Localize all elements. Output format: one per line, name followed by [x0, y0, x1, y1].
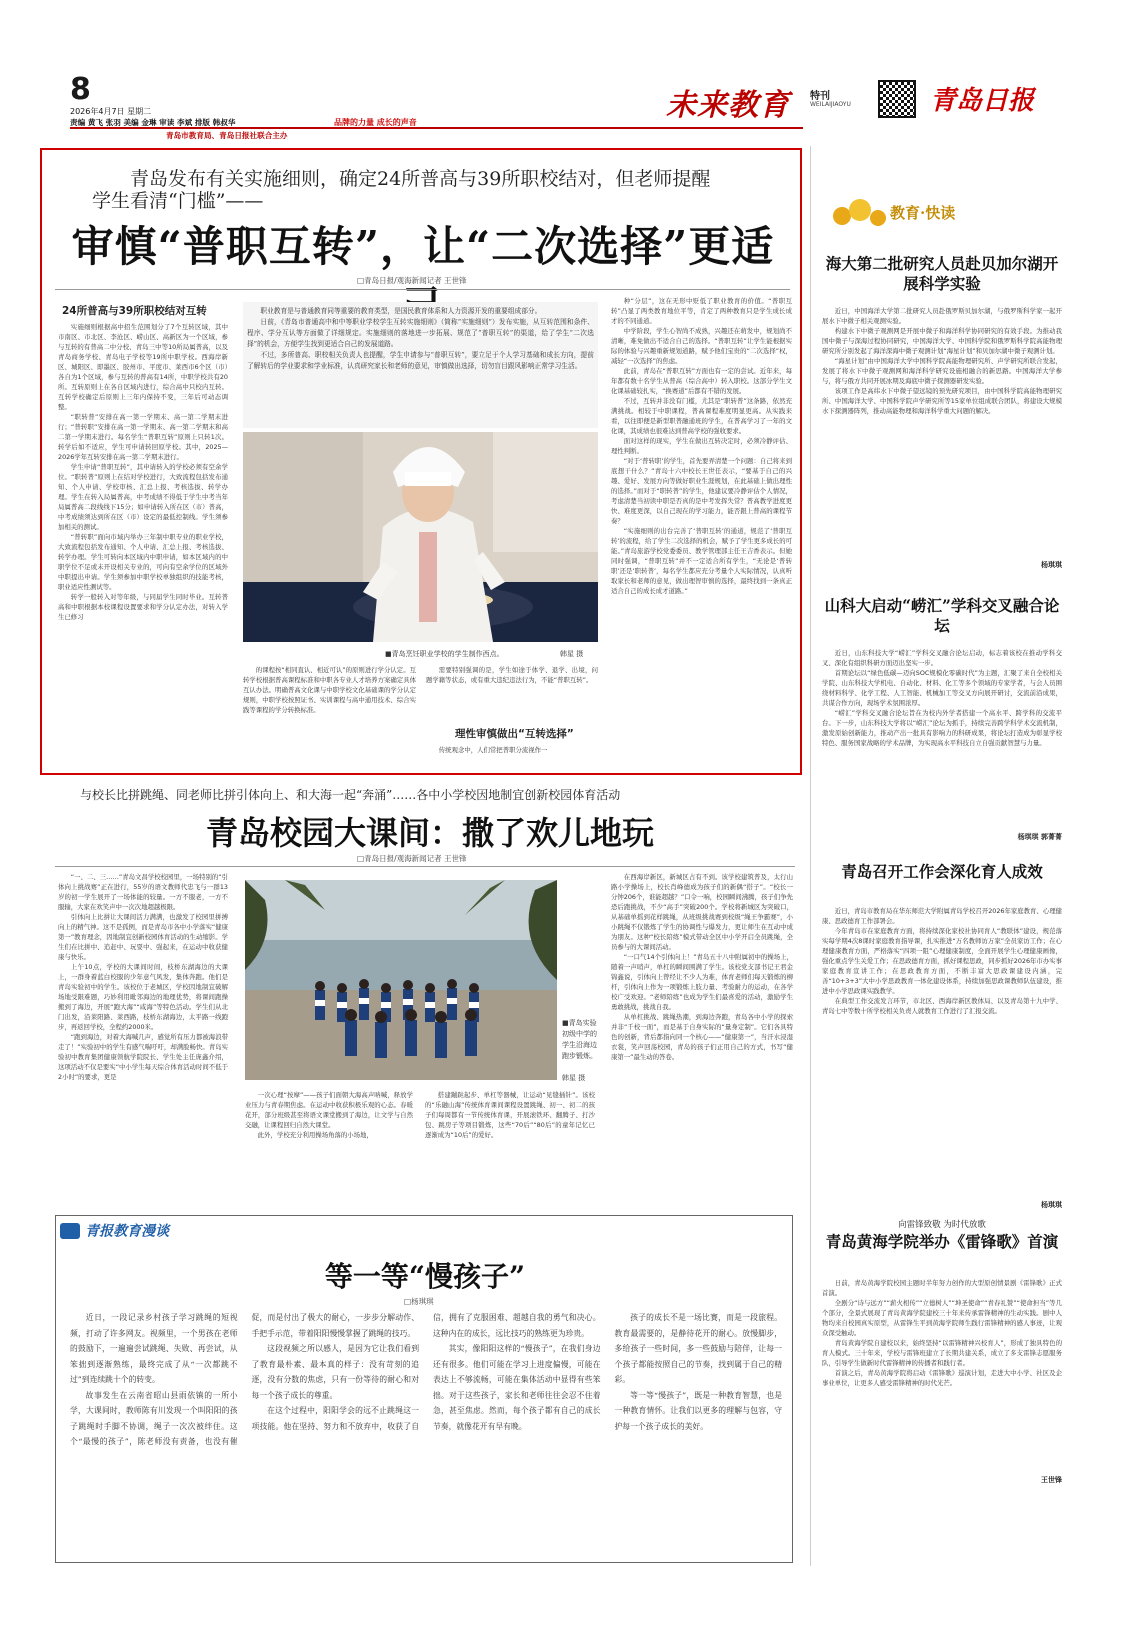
sidebar-item-4-body: 日前，青岛黄海学院校园主题时半年努力创作的大型原创情景剧《雷锋歌》正式首演。 全剧分“诗与远方”“薪火相传”“立德树人”“坤圣使命”“青春礼赞”“使命担当”等几个部分，全景式展现了青岛黄海学院建校三十年来传承雷锋精神的生动实践。剧中人物均来自校园真实原型，从雷锋生平到黄海学院师生践行雷锋精神的感人事迹，让观众深受触动。 青岛黄海学院自建校以来，始终坚持“以雷锋精神兴校育人”，形成了独具特色的育人模式。三十年来，学校与雷锋班建立了长期共建关系，成立了多支雷锋志愿服务队，引导学生做新时代雷锋精神的传播者和践行者。 首演之后，青岛黄海学院将启动《雷锋歌》巡演计划，走进大中小学、社区及企事业单位，让更多人感受雷锋精神的时代光芒。: [822, 1279, 1062, 1387]
story1-subhead-2: 理性审慎做出“互转选择”: [455, 728, 574, 740]
sidebar-item-4-author: 王世锋: [1041, 1476, 1062, 1484]
qr-code: [878, 80, 916, 118]
story1-intro-box: 职业教育是与普通教育同等重要的教育类型，是国民教育体系和人力资源开发的重要组成部分。 日前，《青岛市普通高中和中等职业学校学生互转实施细则》（简称“实施细则”）发布实施，从互转范围和条件、程序、学分互认等方面做了详细规定。实施细则的落地进一步拓展、规范了“普职互转”的渠道，给了学生“二次选择”的机会，方便学生找到更适合自己的发展道路。 不过，多所普高、职校相关负责人也提醒，学生申请参与“普职互转”，要立足于个人学习基础和成长方向，提前了解转后的学业要求和学业标准，认真研究家长和老师的意见，审慎做出选择，切勿盲目跟风影响正常学习生活。: [243, 302, 598, 428]
story2-headline: 青岛校园大课间：撒了欢儿地玩: [205, 814, 654, 852]
sidebar-item-1-body: 近日，中国海洋大学第二批研究人员赴俄罗斯贝加尔湖，与俄罗斯科学家一起开展水下中微子相关观测实验。 构建水下中微子观测网是开展中微子和海洋科学协同研究的有效手段。为推动我国中微子与深海过程协同研究，中国海洋大学、中国科学院和俄罗斯科学院高能物理研究所分别发起了海洋深海中微子观测计划“海星计划”和贝加尔湖中微子观测计划。 “海星计划”由中国海洋大学中国科学院高能物理研究所、声学研究所联合发起，发展了将水下中微子观测网和海洋科学研究设施相融合的新思路。中国海洋大学参与，将与俄方共同开展冰期及海底中微子探测器研发实验。 该项工作是高纬水下中微子望远镜的预先研究项目，由中国科学院高能物理研究所、中国海洋大学、中国科学院声学研究所等15家单位组成联合团队，将建设大规模水下探测器阵列，推动高能物理和海洋科学重大问题的解决。: [822, 307, 1062, 415]
slogan: 品牌的力量 成长的声音: [334, 118, 417, 127]
sidebar-item-2-headline: 山科大启动“崂汇”学科交叉融合论坛: [824, 596, 1060, 635]
quick-read-icon: [830, 196, 890, 232]
editor-credits: 责编 黄飞 张羽 美编 金琳 审读 李斌 排版 韩叔华: [70, 118, 236, 127]
sidebar-item-1-headline: 海大第二批研究人员赴贝加尔湖开展科学实验: [825, 254, 1059, 293]
essay-headline: 等一等“慢孩子”: [324, 1260, 526, 1293]
story2-column-1: “一、二、三……”青岛文昌学校校园里，一场特别的“引体向上挑战赛”正在进行，55岁的语文教师代忠飞与一群13岁的初一学生展开了一场体能的较量。一方不服老，一方不服输，大家在欢笑声中一次次地超越极限。 引体向上比拼让大课间活力满满，也激发了校园里拼搏向上的精气神。这不是孤例，而是青岛市各中小学落实“健康第一”教育理念，因地制宜创新校园体育活动的生动缩影。学生们在比拼中、追赶中、玩耍中、强起来，在运动中收获健康与快乐。 上午10点，学校的大课间时间，枝桥东湖海边的大课上，一群身着蓝白校服的少年意气风发，集体奔跑。他们是青岛实验初中的学生。该校位于老城区，学校因地制宜破解场地受限难题，巧妙利用毗邻海边的地理优势，将课间跑操搬到了海边，开展“跑大海”“咸海”等特色活动。学生们从北门出发，沿莱阳路、莱西路，枝桥东湖海边，太平路一线跑步，再返回学校，全程约2000米。 “跑到海边，对着大海喊几声，感觉所有压力都被海浪带走了！”实验初中的学生有感气喘吁吁，却满脸畅快。青岛实验初中教育集团健康领航学院院长、学生处主任庞鑫介绍，这项活动不仅是要实“中小学生每天综合体育活动时间不低于2小时”的要求，更是: [58, 873, 228, 1081]
story2-rule: [55, 866, 795, 867]
story2-photo: [245, 880, 557, 1080]
book-icon: [60, 1223, 80, 1239]
story1-photo-credit: 韩星 摄: [560, 650, 584, 658]
sidebar-item-4-headline: 青岛黄海学院举办《雷锋歌》首演: [825, 1232, 1059, 1251]
story1-column-1: 实施细则根据高中招生范围划分了7个互转区域，其中市南区、市北区、李沧区、崂山区、高新区为一个区域，参与互转的有普高二中分校、青岛三中等10所局属普高，以及青岛商务学校、青岛电子学校等19所中职学校。西海岸新区、城阳区、即墨区、胶州市、平度市、莱西市6个区（市）各自为1个区域，参与互转的普高有14所，中职学校共有20所。互转原则上在各自区域内进行，综合高中只校内互转。互转学校确定后原则上三年内保持不变，三年后可动态调整。 “职转普”安排在高一第一学期末、高一第二学期末进行；“普转职”安排在高一第一学期末、高一第二学期末和高二第一学期末进行。每名学生“普职互转”原则上只转1次。转学后如不适应，学生可申请转回原学校。其中，2025—2026学年互转安排在高一第二学期末进行。 学生申请“普职互转”，其申请转入的学校必须有空余学位。“职转普”原则上在结对学校进行，大致流程包括发布通知、个人申请、学校审核、汇总上报、考核选拔、转学办理。学生在转入局属普高，中考成绩不得低于学生中考当年局属普高二段线线下15分；如申请转入所在区（市）普高，中考成绩须达到所在区（市）设定的最低控制线。学生须参加相关的测试。 “普转职”面向市域内举办三年制中职专业的职业学校，大致流程包括发布通知、个人申请、汇总上报、考核选拔、转学办理。学生可转向本区域内中职申请，如本区域内的中职学位不足或未开设相关专业的，可向有空余学位的区域外中职提出申请。学生须参加中职学校单独组织的技能考核，职业适应性测试等。 转学一般转入对等年级，与同届学生同时毕业。互转普高和中职根据本校课程设置要求和学分认定办法，对转入学生已修习: [58, 323, 228, 621]
story2-column-2: 一次心理“按摩”——孩子们面朝大海高声呐喊，释放学业压力与青春期焦虑。在运动中收获积极乐观的心态。春暖花开，部分班级甚至将语文课堂搬到了海边，让文学与自然交融，让课程回归自然大课堂。 此外，学校充分利用操场角落的小场地，: [245, 1091, 413, 1139]
story1-kicker: 青岛发布有关实施细则，确定24所普高与39所职校结对，但老师提醒: [130, 168, 711, 190]
story1-photo: [243, 432, 598, 642]
story1-column-4a: 需要特别强调的是，学生如途于体学、退学、出境，问题学籍等状态，或有重大违纪违法行为，不能“普职互转”。: [426, 666, 598, 684]
sidebar-item-3-headline: 青岛召开工作会深化育人成效: [841, 862, 1043, 881]
story2-column-4: 在西海岸新区，新城区占有不到。该学校建筑普及，太行山路小学操场上，校长肖峰德成为孩子们的新偶“搭子”。“校长一分钟206个，谁能超越？”口令一响，校园瞬间沸腾，孩子们争先恐后跑挑战，不少“高手”突破200个。学校将新城区为突破口，从基础单摇到花样跳绳，从班级挑战赛到校级“绳王争霸赛”，小小跳绳不仅锻炼了学生的协调性与爆发力，更让师生在互动中成为朋友。这种“校长陪练”模式带动全区中小学开启全员跳绳，全员参与的大课间活动。 “一口气14个引体向上！”青岛五十八中附属初中的操场上，随着一声哨声，单杠的瞬间围满了学生。该校党支部书记王君金锦鑫说，引体向上曾经让不少人为难，体育老师们每天锻炼的柳杆，引体向上作为一项锻炼上肢力量、考验耐力的运动，在各学校广受欢迎。“老师陪练”也成为学生们最喜爱的活动，激励学生勇敢挑战，挑战自我。 从单杠挑战、跳绳热潮，到海边奔跑，青岛各中小学的探索并非“千校一面”，而是基于自身实际的“量身定制”。它们各具特色的创新，背后都指向同一个核心——“健康第一”，当汗水浸湿衣裳，笑声回荡校园，青岛的孩子们正用自己的方式，书写“健康第一”最生动的答卷。: [611, 873, 793, 1061]
sidebar-item-3-body: 近日，青岛市教育局在华东师范大学附属青岛学校召开2026年家庭教育、心理健康、思政德育工作部署会。 今年青岛市在家庭教育方面，将持续深化家校社协同育人“教联体”建设，规范落实每学期4次8课时家庭教育指导课，扎实推进“万名教师访万家”全员家访工作；在心理健康教育方面，严格落实“四项一阻”心理健康制度，全面开展学生心理健康画像，强化重点学生关爱工作；在思政德育方面，抓好课程思政，同步抓好2026年市办实事家庭教育宣讲工作；在思政教育方面，不断丰富大思政课建设内涵，完善“10+3+3”大中小学思政教育一体化建设体系，持续加强思政课教师队伍建设，推进中小学思政课实践教学。 在典型工作交流发言环节，市北区、西海岸新区教体局、以及青岛第十九中学、青岛七中等数十所学校相关负责人就教育工作进行了汇报交流。: [822, 907, 1062, 1015]
story2-kicker: 与校长比拼跳绳、同老师比拼引体向上、和大海一起“奔涌”……各中小学校因地制宜创新校园体育活动: [80, 788, 621, 802]
organizers: 青岛市教育局、青岛日报社联合主办: [166, 131, 288, 140]
paper-logo: 青岛日报: [930, 86, 1035, 116]
story1-column-4b: 传统观念中，人们常把普职分流视作一: [438, 746, 548, 754]
story1-kicker-2: 学生看清“门槛”——: [92, 190, 264, 212]
story1-rule: [55, 289, 790, 290]
column-pinyin: WEILAIJIAOYU: [810, 101, 851, 108]
story1-subhead-1: 24所普高与39所职校结对互转: [62, 305, 207, 317]
column-tag: 特刊: [810, 91, 830, 102]
essay-body: 近日，一段记录乡村孩子学习跳绳的短视频，打动了许多网友。视频里，一个男孩在老师的鼓励下，一遍遍尝试跳绳、失败、再尝试，从笨拙到逐渐熟练，最终完成了从“一次都跳不过”到连续跳十个的转变。 故事发生在云南省昭山县雨依镇的一所小学，大课间时，教师陈有川发现一个叫阳阳的孩子跳绳时手脚不协调，绳子一次次被绊住。这个“最慢的孩子”，陈老师没有责备，也没有催促，而是付出了极大的耐心，一步步分解动作、手把手示范，带着阳阳慢慢掌握了跳绳的技巧。 这段视频之所以感人，是因为它让我们看到了教育最朴素、最本真的样子：没有苛刻的追逐，没有分数的焦虑，只有一份等待的耐心和对每一个孩子成长的尊重。 在这个过程中，阳阳学会的远不止跳绳这一项技能。他在坚持、努力和不放弃中，收获了自信，拥有了克服困难、超越自我的勇气和决心。这种内在的成长，远比技巧的熟练更为珍贵。 其实，像阳阳这样的“慢孩子”，在我们身边还有很多。他们可能在学习上进度偏慢，可能在表达上不够流畅，可能在集体活动中显得有些笨拙。对于这些孩子，家长和老师往往会忍不住着急，甚至焦虑。然而，每个孩子都有自己的成长节奏，就像花开有早有晚。 孩子的成长不是一场比赛，而是一段旅程。教育最需要的，是静待花开的耐心。放慢脚步，多给孩子一些时间，多一些鼓励与陪伴，让每一个孩子都能按照自己的节奏，找到属于自己的精彩。 等一等“慢孩子”，既是一种教育智慧，也是一种教育情怀。让我们以更多的理解与包容，守护每一个孩子成长的美好。: [70, 1313, 782, 1446]
column-title: 未来教育: [666, 88, 790, 123]
story1-column-3: 的课程按“相同直认、相近可认”的原则进行学分认定。互转学校根据普高课程标准和中职各专业人才培养方案确定具体互认办法。明确普高文化课与中职学校文化基础课的学分认定规则，中职学校按照证书、实训课程与高中通用技术、综合实践等课程的学分转换标准。: [243, 666, 416, 714]
essay-banner: 青报教育漫谈: [60, 1220, 210, 1240]
sidebar-item-1-author: 杨琪琪: [1041, 561, 1062, 569]
sidebar-item-4-kicker: 向雷锋致敬 为时代放歌: [898, 1220, 986, 1230]
sidebar-item-2-body: 近日，山东科技大学“崂汇”学科交叉融合论坛启动，标志着该校在推动学科交叉、深化有组织科研方面迈出坚实一步。 首期论坛以“绿色低碳—迈向SOC规模化零碳时代”为主题，汇聚了来自全校相关学院、山东科技大学机电、自动化、材料、化工等多个领域的专家学者，与会人员围绕材料科学、化学工程、人工智能、机械加工等交叉方向展开研讨，交流前沿成果，共谋合作方向，现场学术氛围浓厚。 “崂汇”学科交叉融合论坛旨在为校内外学者搭建一个高水平、跨学科的交流平台。下一步，山东科技大学将以“崂汇”论坛为抓手，持续完善跨学科学术交流机制，激发原始创新能力，推动产出一批具有影响力的科研成果，将论坛打造成为彰显学校特色、服务国家战略的学术品牌，为实现高水平科技自立自强贡献智慧与力量。: [822, 649, 1062, 747]
essay-byline: □杨琪琪: [404, 1297, 434, 1306]
story1-headline: 审慎“普职互转”，让“二次选择”更适: [71, 222, 775, 271]
story2-byline: □青岛日报/观海新闻记者 王世锋: [357, 854, 467, 863]
story2-photo-credit: 韩星 摄: [562, 1074, 586, 1082]
story2-column-3: 搭建蹦跶起步、单杠等器械，让运动“见缝插针”。该校的“乐融山海”传统体育课间课程设置跳绳、初一、初二的孩子们每周都有一节传统体育课，开展滚铁环、翻腾子、打沙包、跳房子等项目锻炼，这些“70后”“80后”的童年记忆已逐渐成为“10后”的爱好。: [425, 1091, 595, 1139]
sidebar-banner: 教育·快读: [830, 196, 1030, 232]
sidebar-item-3-author: 杨琪琪: [1041, 1201, 1062, 1209]
page-number: 8: [70, 72, 91, 107]
story2-photo-caption: ■青岛实验初级中学的学生沿海边跑步锻炼。: [562, 1019, 597, 1060]
story1-byline: □青岛日报/观海新闻记者 王世锋: [357, 276, 467, 285]
story1-photo-caption: ■青岛烹饪职业学校的学生制作西点。: [385, 650, 504, 658]
sidebar-item-2-author: 杨琪琪 郭菁菁: [1017, 833, 1062, 841]
masthead-rule: [70, 127, 803, 129]
sidebar-divider: [810, 146, 811, 1566]
issue-date: 2026年4月7日 星期二: [70, 107, 152, 116]
story1-column-5: 种“分层”，这在无形中贬低了职业教育的价值。“普职互转”凸显了两类教育地位平等，肯定了两种教育只是学生成长成才的不同通道。 中学阶段，学生心智尚不成熟，兴趣还在萌发中，规划尚不清晰，难免做出不适合自己的选择。“普职互转”让学生能根据实际的体验与兴趣重新规划道路，赋予他们宝贵的“二次选择”权，减轻“一次选择”的焦虑。 此前，青岛在“普职互转”方面也有一定的尝试。近年来，每年都有数十名学生从普高（综合高中）转入职校。这部分学生文化课基础较扎实，“换赛道”后都有不错的发展。 不过，互转并非没有门槛，尤其是“职转普”这条路，依然充满挑战。相较于中职课程，普高课程难度明显更高。从实践来看，以往即便是新型职普融通班的学生，在普高学习了一年的文化课，其成绩也很难达到普高学校的强收要求。 面对这样的现实，学生在做出互转决定时，必须冷静评估、理性判断。 “对于‘普转职’的学生，首先要弄清楚一个问题：自己将来到底想干什么？”青岛十六中校长王世任表示，“要基于自己的兴趣、爱好、发展方向等做好职业生涯规划，在此基础上做出理性的选择。”而对于“职转普”的学生，他建议要冷静评估个人情况，考虑清楚当初读中职是否真的是中考发挥失常？普高教学进度更快、难度更深，以自己现在的学习能力，能否跟上普高的课程节奏？ “实施细则的出台完善了‘普职互转’的通道，规范了‘普职互转’的流程，给了学生二次选择的机会，赋予了学生更多成长的可能。”青岛旅游学校党委委员、教学管理部主任王吉香表示。但她同时强调，“普职互转”并不一定适合所有学生，“无论是‘普转职’还是‘职转普’，每名学生都应充分考量个人实际情况，认真听取家长和老师的意见，做出理智审慎的选择，最终找到一条真正适合自己的成长成才道路。”: [611, 297, 792, 595]
